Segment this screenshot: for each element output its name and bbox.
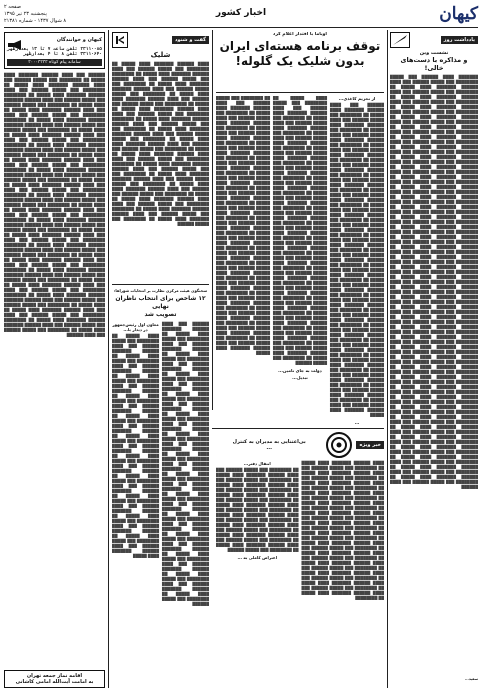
lead-rule — [216, 92, 384, 93]
lead-sub-1: از تحریم کاغذی... — [338, 96, 376, 101]
editorial-headline: و مذاکره با دست‌های خالی! — [400, 56, 468, 72]
special-news-sub-1: انتقال دفتر... — [243, 461, 271, 466]
readers-box-title: کیهان و خوانندگان — [56, 37, 102, 43]
editorial-byline: سعید... — [464, 677, 478, 681]
date-text-2: ۸ شوال ۱۴۳۷ - شماره ۲۱۳۸۱ — [4, 18, 67, 24]
swirl-icon — [326, 432, 352, 458]
column-rule — [212, 30, 213, 410]
interview-headline: شلیک — [150, 51, 171, 59]
interview-column — [112, 32, 209, 282]
lead-text-col-1: ██████ ███ ████ ██████ ███████ ████ █████ ██ ████████ ███ █████ ██████ ███ ████ ██████ ███████ ████ █████ ██ ████████ ███ █████ ██████ ███ ████ ██████ ███████ ████ █████ ██ ████████ ███ █████ ██████ ███ ████ ██████ ███████ ████ █████ ██ ████████ ███ █████ ██████ ███ ████ ██████ ███████ ████ █████ ██ ████████ ███ █████ ██████ ███ ████ ██████ ███████ ████ █████ ██ ████████ ███ █████ ██████ ███ ████ ██████ ███████ ████ █████ ██ ████████ ███ █████ ██████ ███ ████ ██████ ███████ ████ █████ ██ ████████ ███ █████ ██████ ███ ████ ██████ ███████ ████ █████ ██ ████████ ███ █████ ██████ ███ ████ ██████ ███████ ████ █████ ██ ████████ ███ █████ ██████ ███ ████ ██████ ███████ ████ █████ ██ ████████ ███ █████ ██████ ███ ████ ██████ ███████ ████ █████ ██ ████████ ███ █████ ██████ ███ ████ ██████ ███████ ████ █████ ██ ████████ ███ █████ ██████ ███ ████ ██████ ███████ ████ █████ ██ ████████ ███ █████ ██████ ███ ████ ██████ ███████ ████ █████ ██ ████████ ███ █████ ██████ ███ ████ ██████ ███████ ████ █████ ██ ████████ ███ █████ ██████ ███ ████ ██████ ███████ ████ █████ ██ ████████ ███ █████ ██████ ███ ████ ██████ ███████ ████ █████ ██ ████████ ███ █████ ██████ ███ ████ ██████ ███████ ████ █████ ██ ████████ ███ █████ ██████ ███ ████ ██████ ███████ ████ █████ ██ ████████ ███ █████ ██████ ███ ████ ██████ ███████ ████ █████ — [330, 103, 384, 417]
readers-phone-1: ۲۳۱۱۰۰۸۵ تلفن ساعت ۷ تا ۱۳ بعدازظهر — [7, 47, 102, 52]
readers-phone-2: ۳۳۱۱۰۶۴۰ تلفن ۸ تا ۴ بعدازظهر — [23, 52, 102, 57]
prayer-box — [4, 670, 105, 688]
prayer-line-2: به امامت آیت‌الله امامی کاشانی — [15, 679, 94, 685]
bullhorn-icon — [7, 35, 23, 45]
special-news-body-1: ████ ██████ ███████ ████ █████ ██ ████████ ███ █████ ██████ ███ ████ ██████ ███████ ████ █████ ██ ████████ ███ █████ ██████ ███ ████ ██████ ███████ ████ █████ ██ ████████ ███ █████ ██████ ███ ████ ██████ ███████ ████ █████ ██ ████████ ███ █████ ██████ ███ ████ ██████ ███████ ████ █████ ██ ████████ ███ █████ ██████ ███ ████ ██████ ███████ ████ █████ ██ ████████ ███ █████ ██████ ███ ████ ██████ ███████ ████ █████ ██ ████████ ███ █████ ██████ ███ ████ ██████ ███████ ████ █████ ██ ████████ ███ █████ ██████ ███ ████ ██████ ███████ ████ █████ ██ ████████ ███ █████ ██████ ███ ████ ██████ ███████ ████ █████ ██ ████████ ███ █████ ██████ ███ ████ ██████ ███████ ████ █████ ██ ████████ ███ █████ ██████ ███ ████ ██████ ███████ ████ █████ ██ ████████ ███ █████ ██████ ███ ████ ██████ ███████ ████ █████ ██ ████████ ███ █████ ██████ ███ ████ ██████ ███████ ████ █████ ██ ████████ — [301, 461, 384, 600]
lead-headline-2: بدون شلیک یک گلوله! — [235, 54, 365, 68]
column-rule — [108, 30, 109, 688]
special-news-headline-1: بی‌اعتنایی به مدیران به کنترل — [232, 439, 306, 445]
elections-headline-1: ۱۲ شاخص برای انتخاب ناظران نهایی — [115, 295, 206, 310]
interview-body: ████ ██████ ███████ ████ █████ ██ ████████ ███ █████ ██████ ███ ████ ██████ ███████ ████ █████ ██ ████████ ███ █████ ██████ ███ ████ ██████ ███████ ████ █████ ██ ████████ ███ █████ ██████ ███ ████ ██████ ███████ ████ █████ ██ ████████ ███ █████ ██████ ███ ████ ██████ ███████ ████ █████ ██ ████████ ███ █████ ██████ ███ ████ ██████ ███████ ████ █████ ██ ████████ ███ █████ ██████ ███ ████ ██████ ███████ ████ █████ ██ ████████ ███ █████ ██████ ███ ████ ██████ ███████ ████ █████ ██ ████████ ███ █████ ██████ ███ ████ ██████ ███████ ████ █████ ██ ████████ ███ █████ ██████ ███ ████ ██████ ███████ ████ █████ ██ ████████ ███ █████ ██████ ███ ████ ██████ ███████ ████ █████ ██ ████████ ███ █████ ██████ ███ ████ ██████ ███████ ████ █████ ██ ████████ ███ █████ ██████ ███ ████ ██████ ███████ ████ █████ ██ ████████ ███ █████ ██████ ███ ████ ██████ ███████ ████ █████ ██ ████████ ███ █████ ██████ ███ ████ ██████ ███████ ████ █████ ██ ████████ ███ █████ ██████ ███ ████ ██████ ███████ ████ █████ ██ ████████ ███ █████ ██████ ███ ████ ██████ ███████ ████ █████ ██ ████████ ███ █████ ██████ ███ ████ ██████ ███████ ████ █████ ██ ████████ ███ █████ ██████ — [112, 62, 209, 226]
special-news-headline-2: ... — [266, 445, 273, 451]
date-text-1: پنجشنبه ۲۳ تیر ۱۳۹۵ — [4, 11, 47, 17]
interview-kicker: گفت و شنود — [172, 36, 209, 44]
prayer-line-1: اقامه نماز جمعه تهران — [26, 673, 83, 679]
special-news-tag: خبر ویژه — [356, 441, 384, 449]
masthead-rule — [4, 27, 478, 28]
editorial-body: ███████ ████ ██████ ███ █████ ████████ ███ █████ ██████ ███ ████ ██████ ███████ ████ █████ ██ ████████ ███ █████ ██████ ███ ████ ██████ ███████ ████ █████ ██ ████████ ███ █████ ██████ ███ ████ ██████ ███████ ████ █████ ██ ████████ ███ █████ ██████ ███ ████ ██████ ███████ ████ █████ ██ ████████ ███ █████ ██████ ███ ████ ██████ ███████ ████ █████ ██ ████████ ███ █████ ██████ ███ ████ ██████ ███████ ████ █████ ██ ████████ ███ █████ ██████ ███ ████ ██████ ███████ ████ █████ ██ ████████ ███ █████ ██████ ███ ████ ██████ ███████ ████ █████ ██ ████████ ███ █████ ██████ ███ ████ ██████ ███████ ████ █████ ██ ████████ ███ █████ ██████ ███ ████ ██████ ███████ ████ █████ ██ ████████ ███ █████ ██████ ███ ████ ██████ ███████ ████ █████ ██ ████████ ███ █████ ██████ ███ ████ ██████ ███████ ████ █████ ██ ████████ ███ █████ ██████ ███ ████ ██████ ███████ ████ █████ ██ ████████ ███ █████ ██████ ███ ████ ██████ ███████ ████ █████ ██ ████████ ███ █████ ██████ ███ ████ ██████ ███████ ████ █████ ██ ████████ ███ █████ ██████ ███ ████ ██████ ███████ ████ █████ ██ ████████ ███ █████ ██████ ███ ████ ██████ ███████ ████ █████ ██ ████████ ███ █████ ██████ ███ ████ ██████ ███████ ████ █████ ██ ████████ ███ █████ ██████ ███ ████ ██████ ███████ ████ █████ ██ ████████ ███ █████ ██████ ███ ████ ██████ ███████ ████ █████ ██ ████████ ███ █████ ██████ ███ ████ ██████ ███████ ████ █████ ██ ████████ ███ █████ ██████ ███ ████ ██████ ███████ ████ █████ ██ ████████ ███ █████ ██████ ███ ████ ██████ ███████ ████ █████ ██ ████████ ███ █████ ██████ ███ ████ ██████ ███████ ████ █████ ██ ████████ ███ █████ ██████ ███ ████ ██████ ███████ ████ █████ ██ ████████ ███ █████ ██████ ███ ████ ██████ ███████ ████ █████ ██ ████████ ███ █████ ██████ ███ ████ ██████ ███████ ████ █████ ██ ████████ ███ █████ ██████ ███ ████ ██████ ███████ ████ █████ ██ ████████ ███ █████ ██████ ███ ████ ██████ ███████ ████ █████ ██ ████████ ███ █████ ██████ ███ ████ ██████ ███████ ████ █████ ██ ████████ ███ █████ ██████ ███ ████ ██████ ███████ ████ █████ ██ ████████ ███ █████ ██████ ███ ████ ██████ ███████ ████ █████ ██ ████████ ███ █████ ██████ ███ ████ ██████ ███████ ████ █████ ██ ████████ ███ █████ ██████ ███ ████ ██████ ███████ ████ █████ ██ ████████ ███ █████ ██████ ███ ████ ██████ ███████ ████ █████ ██ ████████ ███ █████ ██████ ███ ████ ██████ ███████ ████ █████ ██ ████████ ███ █████ ██████ ███ ████ ██████ ███████ ████ █████ ██ ████████ ███ █████ ██████ ███ ████ ██████ ███████ ████ █████ ██ ████████ ███ █████ ██████ ███ ████ ██████ ███████ ████ █████ ██ ████████ ███ █████ ██████ ███ ████ ██████ ███████ ████ █████ ██ ████████ ███ █████ ██████ ███ ████ ██████ — [390, 75, 478, 489]
bottom-rule — [212, 428, 384, 429]
editorial-headline-small: نشست وین — [419, 50, 449, 56]
elections-body-1: ██████ ███ ████ ██████ ███████ ████ █████ ██ ████████ ███ █████ ██████ ███ ████ ██████ ███████ ████ █████ ██ ████████ ███ █████ ██████ ███ ████ ██████ ███████ ████ █████ ██ ████████ ███ █████ ██████ ███ ████ ██████ ███████ ████ █████ ██ ████████ ███ █████ ██████ ███ ████ ██████ ███████ ████ █████ ██ ████████ ███ █████ ██████ ███ ████ ██████ ███████ ████ █████ ██ ████████ ███ █████ ██████ ███ ████ ██████ ███████ ████ █████ ██ ████████ ███ █████ ██████ ███ ████ ██████ ███████ ████ █████ ██ ████████ ███ █████ ██████ ███ ████ ██████ ███████ ████ █████ ██ ████████ ███ █████ ██████ ███ ████ ██████ ███████ ████ █████ ██ ████████ ███ █████ ██████ ███ ████ ██████ ███████ ████ █████ ██ ████████ ███ █████ ██████ ███ ████ ██████ ███████ ████ █████ ██ ████████ ███ █████ ██████ ███ ████ ██████ ███████ ████ █████ ██ ████████ ███ █████ ██████ ███ ████ ██████ ███████ ████ █████ ██ ████████ ███ █████ ██████ — [162, 322, 209, 606]
lead-sub-3: ... — [354, 420, 360, 425]
readers-box — [4, 32, 105, 69]
k-logo-icon — [112, 32, 128, 48]
masthead — [4, 4, 478, 26]
page-number: صفحه ۲ — [4, 4, 21, 10]
readers-sms: سامانه پیام کوتاه ۳۰۰۰۳۳۳۳ — [7, 59, 102, 66]
special-news-sub-2: اعتراض کاملی به ... — [237, 555, 278, 560]
lead-sub-2: دولت به جای تامین... — [278, 368, 322, 373]
lead-text-col-3: ██ ████████ ███ █████ ██████ ███ ████ ██████ ███████ ████ █████ ██ ████████ ███ █████ ██████ ███ ████ ██████ ███████ ████ █████ ██ ████████ ███ █████ ██████ ███ ████ ██████ ███████ ████ █████ ██ ████████ ███ █████ ██████ ███ ████ ██████ ███████ ████ █████ ██ ████████ ███ █████ ██████ ███ ████ ██████ ███████ ████ █████ ██ ████████ ███ █████ ██████ ███ ████ ██████ ███████ ████ █████ ██ ████████ ███ █████ ██████ ███ ████ ██████ ███████ ████ █████ ██ ████████ ███ █████ ██████ ███ ████ ██████ ███████ ████ █████ ██ ████████ ███ █████ ██████ ███ ████ ██████ ███████ ████ █████ ██ ████████ ███ █████ ██████ ███ ████ ██████ ███████ ████ █████ ██ ████████ ███ █████ ██████ ███ ████ ██████ ███████ ████ █████ ██ ████████ ███ █████ ██████ ███ ████ ██████ ███████ ████ █████ ██ ████████ ███ █████ ██████ ███ ████ ██████ ███████ ████ █████ ██ ████████ ███ █████ ██████ ███ ████ ██████ ███████ ████ █████ ██ ████████ ███ █████ ██████ ███ ████ ██████ ███████ ████ █████ ██ ████████ ███ █████ ██████ ███ ████ ██████ ███████ ████ █████ ██ ████████ ███ █████ ██████ ███ ████ ██████ ███████ ████ █████ — [216, 96, 270, 355]
lead-kicker: اوباما با اقتدار اعلام کرد — [273, 32, 327, 37]
masthead-logo: کیهان — [439, 4, 478, 24]
editorial-tag: یادداشت روز — [441, 36, 478, 44]
middle-rule — [112, 284, 209, 285]
elections-body-2: ████ █████ ██ ████████ ███ █████ ██████ ███ ████ ██████ ███████ ████ █████ ██ ████████ ███ █████ ██████ ███ ████ ██████ ███████ ████ █████ ██ ████████ ███ █████ ██████ ███ ████ ██████ ███████ ████ █████ ██ ████████ ███ █████ ██████ ███ ████ ██████ ███████ ████ █████ ██ ████████ ███ █████ ██████ ███ ████ ██████ ███████ ████ █████ ██ ████████ ███ █████ ██████ ███ ████ ██████ ███████ ████ █████ ██ ████████ ███ █████ ██████ ███ ████ ██████ ███████ ████ █████ ██ ████████ ███ █████ ██████ ███ ████ ██████ ███████ ████ █████ ██ ████████ ███ █████ ██████ ███ ████ ██████ ███████ ████ █████ ██ ████████ ███ █████ ██████ ███ ████ ██████ ███████ ████ █████ ██ ████████ ███ █████ ██████ ███ ████ ██████ ███████ ████ █████ — [112, 334, 159, 558]
lead-text-col-2: ████ █████ ██ ████████ ███ █████ ██████ ███ ████ ██████ ███████ ████ █████ ██ ████████ ███ █████ ██████ ███ ████ ██████ ███████ ████ █████ ██ ████████ ███ █████ ██████ ███ ████ ██████ ███████ ████ █████ ██ ████████ ███ █████ ██████ ███ ████ ██████ ███████ ████ █████ ██ ████████ ███ █████ ██████ ███ ████ ██████ ███████ ████ █████ ██ ████████ ███ █████ ██████ ███ ████ ██████ ███████ ████ █████ ██ ████████ ███ █████ ██████ ███ ████ ██████ ███████ ████ █████ ██ ████████ ███ █████ ██████ ███ ████ ██████ ███████ ████ █████ ██ ████████ ███ █████ ██████ ███ ████ ██████ ███████ ████ █████ ██ ████████ ███ █████ ██████ ███ ████ ██████ ███████ ████ █████ ██ ████████ ███ █████ ██████ ███ ████ ██████ ███████ ████ █████ ██ ████████ ███ █████ ██████ ███ ████ ██████ ███████ ████ █████ ██ ████████ ███ █████ ██████ ███ ████ ██████ ███████ ████ █████ ██ ████████ ███ █████ ██████ ███ ████ ██████ ███████ ████ █████ ██ ████████ ███ █████ ██████ ███ ████ ██████ ███████ ████ █████ ██ ████████ ███ █████ ██████ ███ ████ ██████ ███████ ████ █████ ██ ████████ ███ █████ ██████ ███ ████ ██████ ███████ ████ █████ ██ ████████ ███ █████ ██████ — [273, 96, 327, 365]
lead-headline-1: توقف برنامه هسته‌ای ایران — [219, 39, 381, 53]
special-news-body-2: ██ ████████ ███ █████ ██████ ███ ████ ██████ ███████ ████ █████ ██ ████████ ███ █████ ██████ ███ ████ ██████ ███████ ████ █████ ██ ████████ ███ █████ ██████ ███ ████ ██████ ███████ ████ █████ ██ ████████ ███ █████ ██████ ███ ████ ██████ ███████ ████ █████ ██ ████████ ███ █████ ██████ ███ ████ ██████ ███████ ████ █████ ██ ████████ ███ █████ ██████ ███ ████ ██████ ███████ ████ █████ ██ ████████ ███ █████ ██████ ███ ████ ██████ ███████ ████ █████ ██ ████████ ███ █████ ██████ ███ ████ ██████ ███████ ████ █████ ██ ████████ ███ █████ ██████ — [216, 468, 299, 552]
elections-story — [112, 288, 209, 688]
elections-headline-2: تصویب شد — [144, 311, 177, 318]
date-line — [4, 4, 66, 25]
lead-story-body — [216, 96, 384, 426]
special-news — [216, 432, 384, 688]
elections-kicker: سخنگوی هیئت مرکزی نظارت بر انتخابات شوراها: — [113, 288, 208, 293]
lead-sub-4: تبدیل... — [292, 375, 308, 380]
elections-story3-head: معاون اول رئیس‌جمهور در دیدار با... — [112, 322, 159, 332]
section-title: اخبار کشور — [215, 8, 267, 18]
readers-letters: ██████ ███ ████ ██████ ███████ ████ █████ ██ ████████ ███ █████ ██████ ███ ████ ██████ ███████ ████ █████ ██ ████████ ███ █████ ██████ ███ ████ ██████ ███████ ████ █████ ██ ████████ ███ █████ ██████ ███ ████ ██████ ███████ ████ █████ ██ ████████ ███ █████ ██████ ███ ████ ██████ ███████ ████ █████ ██ ████████ ███ █████ ██████ ███ ████ ██████ ███████ ████ █████ ██ ████████ ███ █████ ██████ ███ ████ ██████ ███████ ████ █████ ██ ████████ ███ █████ ██████ ███ ████ ██████ ███████ ████ █████ ██ ████████ ███ █████ ██████ ███ ████ ██████ ███████ ████ █████ ██ ████████ ███ █████ ██████ ███ ████ ██████ ███████ ████ █████ ██ ████████ ███ █████ ██████ ███ ████ ██████ ███████ ████ █████ ██ ████████ ███ █████ ██████ ███ ████ ██████ ███████ ████ █████ ██ ████████ ███ █████ ██████ ███ ████ ██████ ███████ ████ █████ ██ ████████ ███ █████ ██████ ███ ████ ██████ ███████ ████ █████ ██ ████████ ███ █████ ██████ ███ ████ ██████ ███████ ████ █████ ██ ████████ ███ █████ ██████ ███ ████ ██████ ███████ ████ █████ ██ ████████ ███ █████ ██████ ███ ████ ██████ ███████ ████ █████ ██ ████████ ███ █████ ██████ ███ ████ ██████ ███████ ████ █████ ██ ████████ ███ █████ ██████ ███ ████ ██████ ███████ ████ █████ ██ ████████ ███ █████ ██████ ███ ████ ██████ ███████ ████ █████ ██ ████████ ███ █████ ██████ ███ ████ ██████ ███████ ████ █████ ██ ████████ ███ █████ ██████ ███ ████ ██████ ███████ ████ █████ ██ ████████ ███ █████ ██████ ███ ████ ██████ ███████ ████ █████ ██ ████████ ███ █████ ██████ ███ ████ ██████ ███████ ████ █████ ██ ████████ ███ █████ ██████ ███ ████ ██████ ███████ ████ █████ ██ ████████ ███ █████ ██████ ███ ████ ██████ ███████ ████ █████ ██ ████████ ███ █████ ██████ ███ ████ ██████ ███████ ████ █████ ██ ████████ ███ █████ ██████ ███ ████ ██████ ███████ ████ █████ ██ ████████ ███ █████ ██████ ███ ████ ██████ ███████ ████ █████ ██ ████████ ███ █████ ██████ ███ ████ ██████ ███████ ████ █████ ██ ████████ ███ █████ ██████ ███ ████ ██████ ███████ ████ █████ ██ ████████ ███ █████ ██████ ███ ████ ██████ — [4, 73, 105, 337]
readers-column — [4, 32, 105, 688]
column-rule — [387, 30, 388, 688]
pen-icon — [390, 32, 410, 48]
editorial-column — [390, 32, 478, 688]
